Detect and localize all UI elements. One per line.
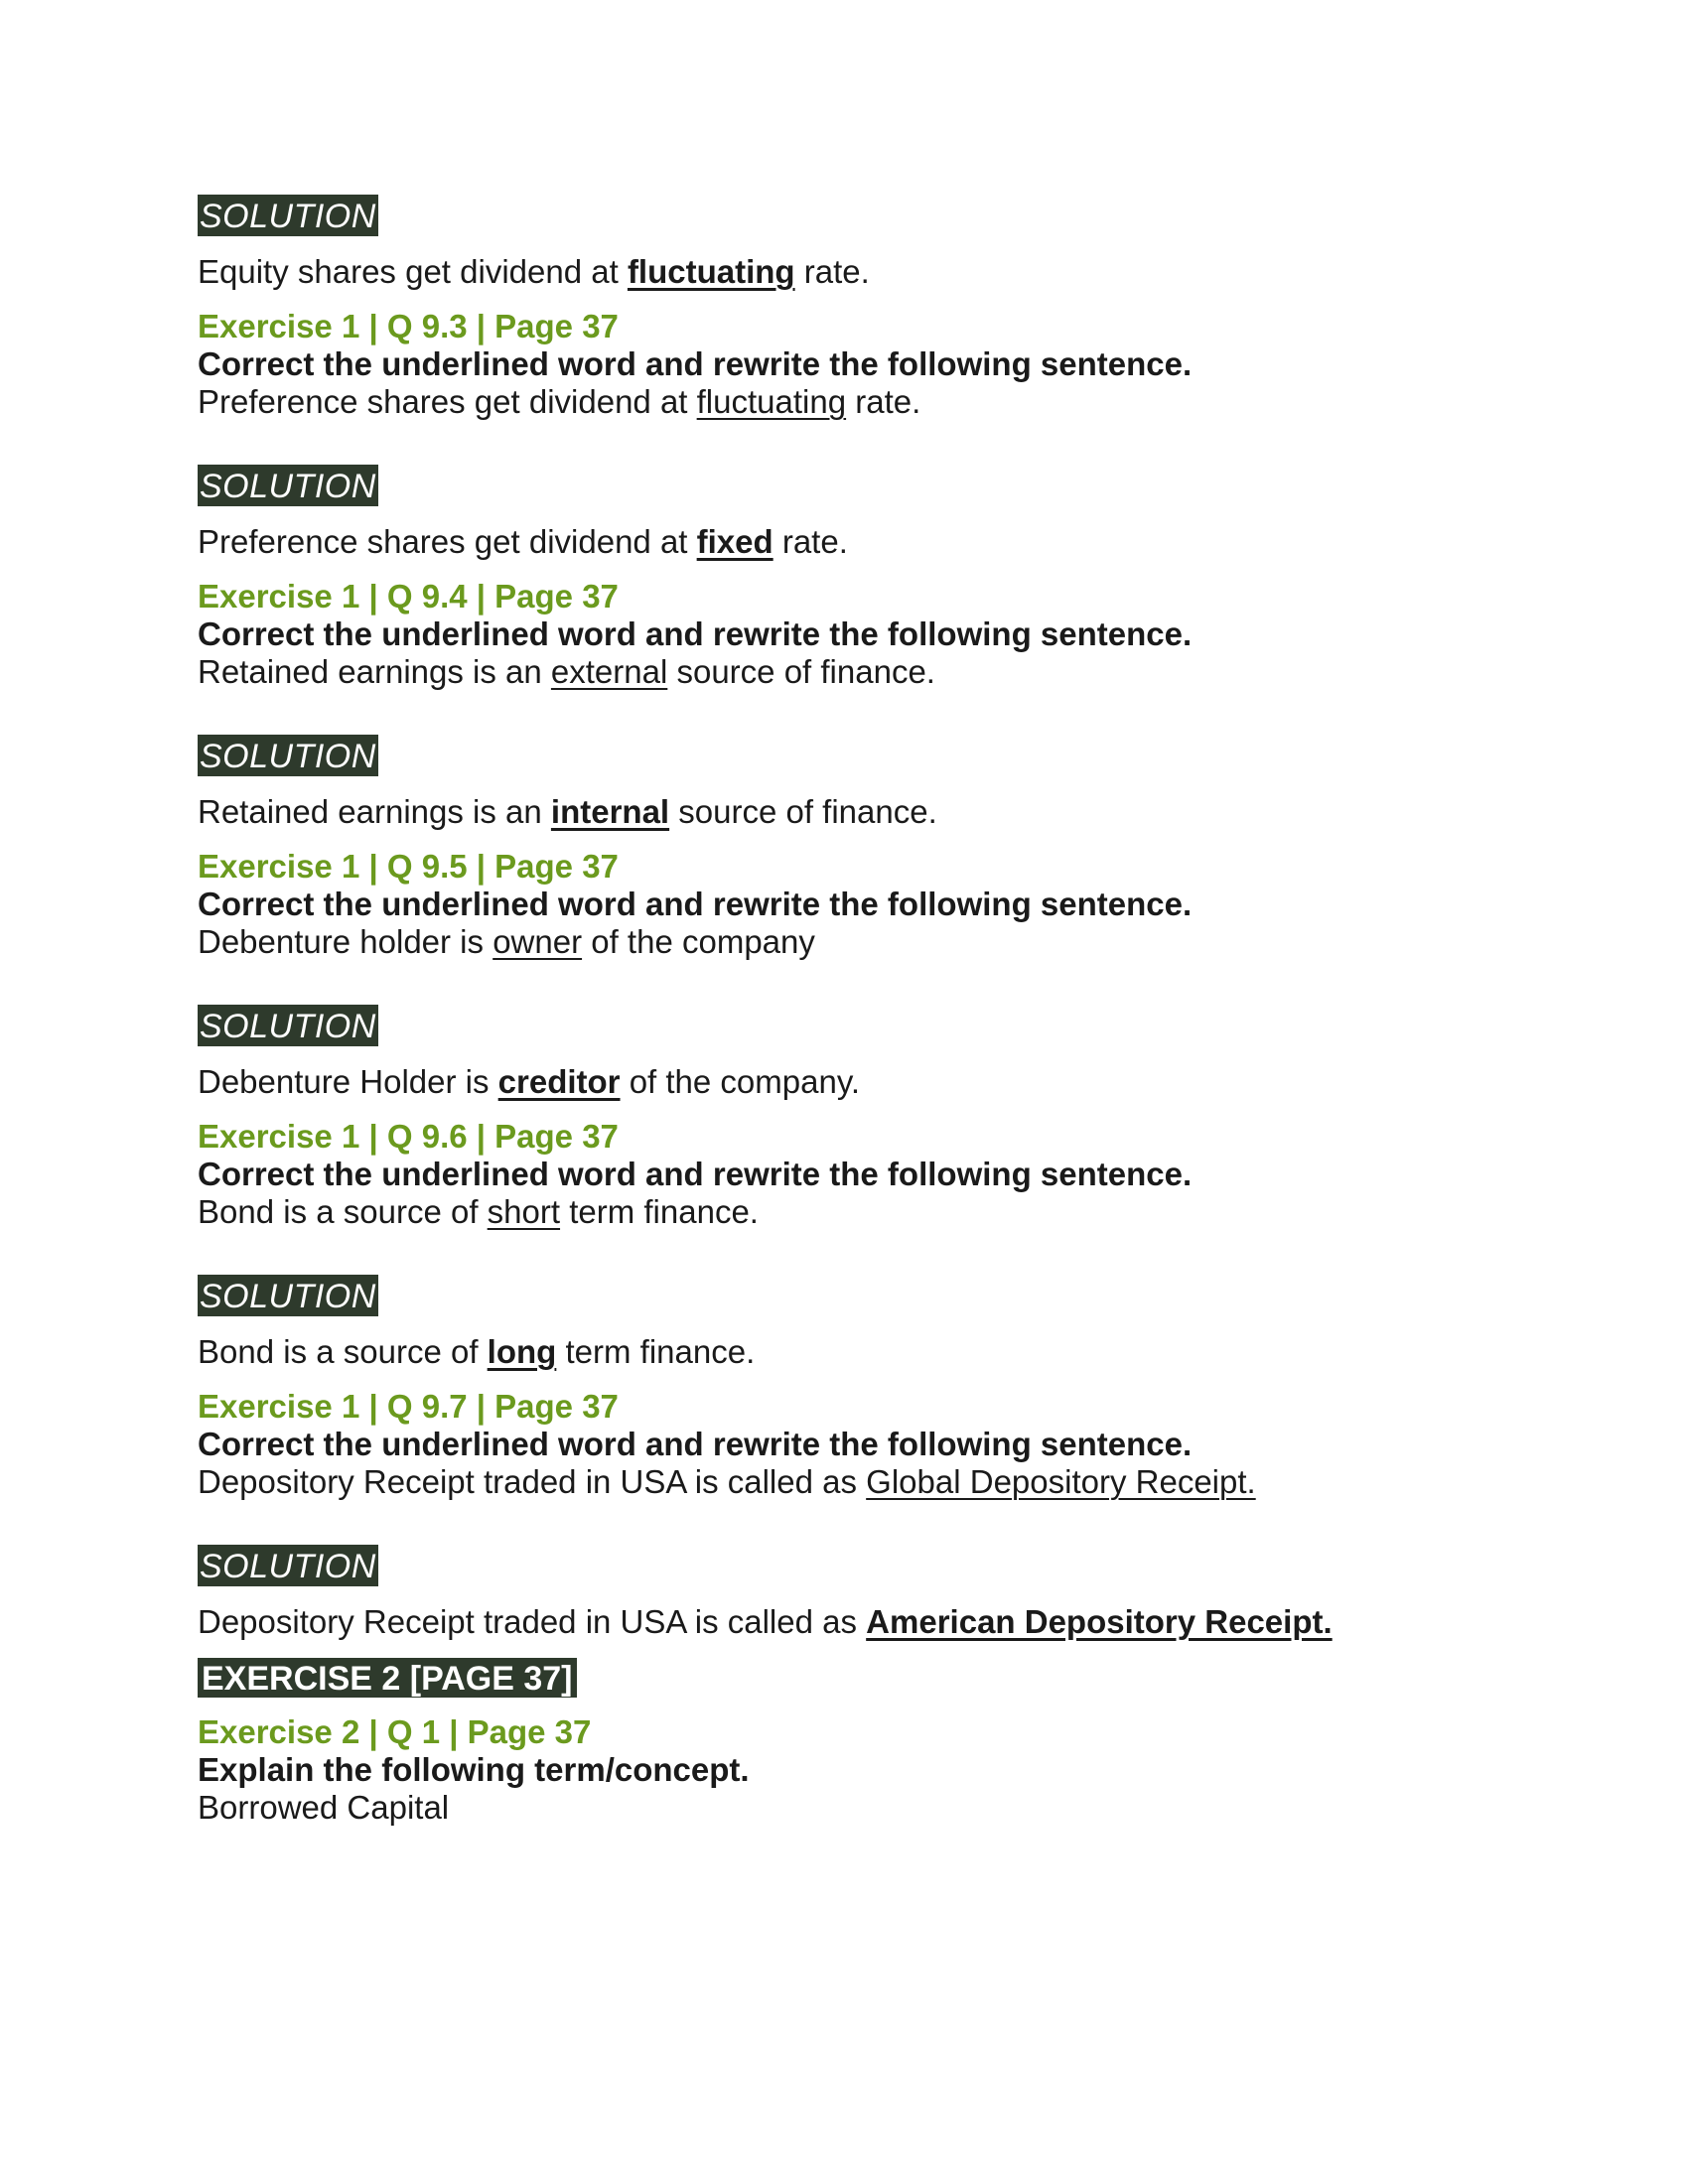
answer-text: Debenture Holder is: [198, 1063, 498, 1100]
solution-label: SOLUTION: [198, 195, 378, 236]
question-instruction: Correct the underlined word and rewrite the following sentence.: [198, 345, 1193, 382]
question-instruction: Correct the underlined word and rewrite the following sentence.: [198, 615, 1193, 652]
solution-answer: [198, 522, 1488, 562]
exercise-section-label: EXERCISE 2 [PAGE 37]: [198, 1658, 577, 1698]
exercise-heading[interactable]: Exercise 1 | Q 9.6 | Page 37: [198, 1118, 619, 1155]
answer-keyword: fixed: [696, 523, 774, 560]
solution-label: SOLUTION: [198, 1275, 378, 1316]
answer-text: Depository Receipt traded in USA is called as: [198, 1603, 867, 1640]
question-text: [198, 923, 1488, 961]
answer-keyword: internal: [550, 793, 670, 830]
answer-text: Bond is a source of: [198, 1333, 488, 1370]
question-text-part: Debenture holder is: [198, 923, 493, 960]
solution-label: SOLUTION: [198, 1005, 378, 1046]
question-text: [198, 1463, 1488, 1501]
question-block: [198, 1388, 1488, 1642]
solution-label: SOLUTION: [198, 735, 378, 776]
question-text-part: Retained earnings is an: [198, 653, 551, 690]
answer-keyword: fluctuating: [627, 253, 795, 290]
solution-answer: [198, 252, 1488, 292]
answer-text: rate.: [773, 523, 848, 560]
question-underlined-word: short: [487, 1193, 561, 1230]
question-text-part: Depository Receipt traded in USA is called as: [198, 1463, 867, 1500]
question-text-part: term finance.: [560, 1193, 759, 1230]
answer-text: rate.: [794, 253, 870, 290]
question-underlined-word: external: [550, 653, 668, 690]
answer-text: source of finance.: [669, 793, 937, 830]
exercise-heading[interactable]: Exercise 1 | Q 9.4 | Page 37: [198, 578, 619, 614]
question-text: [198, 1193, 1488, 1231]
question-underlined-word: fluctuating: [696, 383, 847, 420]
question-instruction: Correct the underlined word and rewrite the following sentence.: [198, 886, 1193, 922]
question-instruction: Explain the following term/concept.: [198, 1751, 750, 1788]
answer-text: term finance.: [556, 1333, 756, 1370]
answer-keyword: long: [487, 1333, 557, 1370]
question-text: [198, 653, 1488, 691]
answer-keyword: American Depository Receipt.: [866, 1603, 1333, 1640]
question-block: [198, 308, 1488, 562]
answer-text: Retained earnings is an: [198, 793, 551, 830]
question-text-part: Preference shares get dividend at: [198, 383, 697, 420]
answer-keyword: creditor: [497, 1063, 621, 1100]
question-block: [198, 1118, 1488, 1372]
question-text: [198, 383, 1488, 421]
question-text-part: source of finance.: [667, 653, 935, 690]
question-text-part: rate.: [846, 383, 921, 420]
exercise-heading[interactable]: Exercise 1 | Q 9.3 | Page 37: [198, 308, 619, 344]
solution-label: SOLUTION: [198, 1545, 378, 1586]
question-instruction: Correct the underlined word and rewrite the following sentence.: [198, 1426, 1193, 1462]
question-instruction: Correct the underlined word and rewrite the following sentence.: [198, 1156, 1193, 1192]
question-text-part: of the company: [582, 923, 815, 960]
solution-answer: [198, 1602, 1488, 1642]
exercise-heading[interactable]: Exercise 2 | Q 1 | Page 37: [198, 1713, 592, 1750]
question-underlined-word: owner: [492, 923, 583, 960]
solution-answer: [198, 792, 1488, 832]
solution-label: SOLUTION: [198, 465, 378, 506]
document-page: [198, 195, 1488, 1827]
question-text-part: Bond is a source of: [198, 1193, 488, 1230]
exercise-2-section: [198, 1642, 1488, 1827]
question-block: [198, 848, 1488, 1102]
exercise-heading[interactable]: Exercise 1 | Q 9.5 | Page 37: [198, 848, 619, 885]
question-underlined-word: Global Depository Receipt.: [866, 1463, 1256, 1500]
question-text: Borrowed Capital: [198, 1789, 450, 1826]
exercise-heading[interactable]: Exercise 1 | Q 9.7 | Page 37: [198, 1388, 619, 1425]
question-block: [198, 578, 1488, 832]
answer-text: of the company.: [620, 1063, 861, 1100]
answer-text: Equity shares get dividend at: [198, 253, 628, 290]
solution-block: [198, 195, 1488, 292]
answer-text: Preference shares get dividend at: [198, 523, 697, 560]
solution-answer: [198, 1062, 1488, 1102]
solution-answer: [198, 1332, 1488, 1372]
